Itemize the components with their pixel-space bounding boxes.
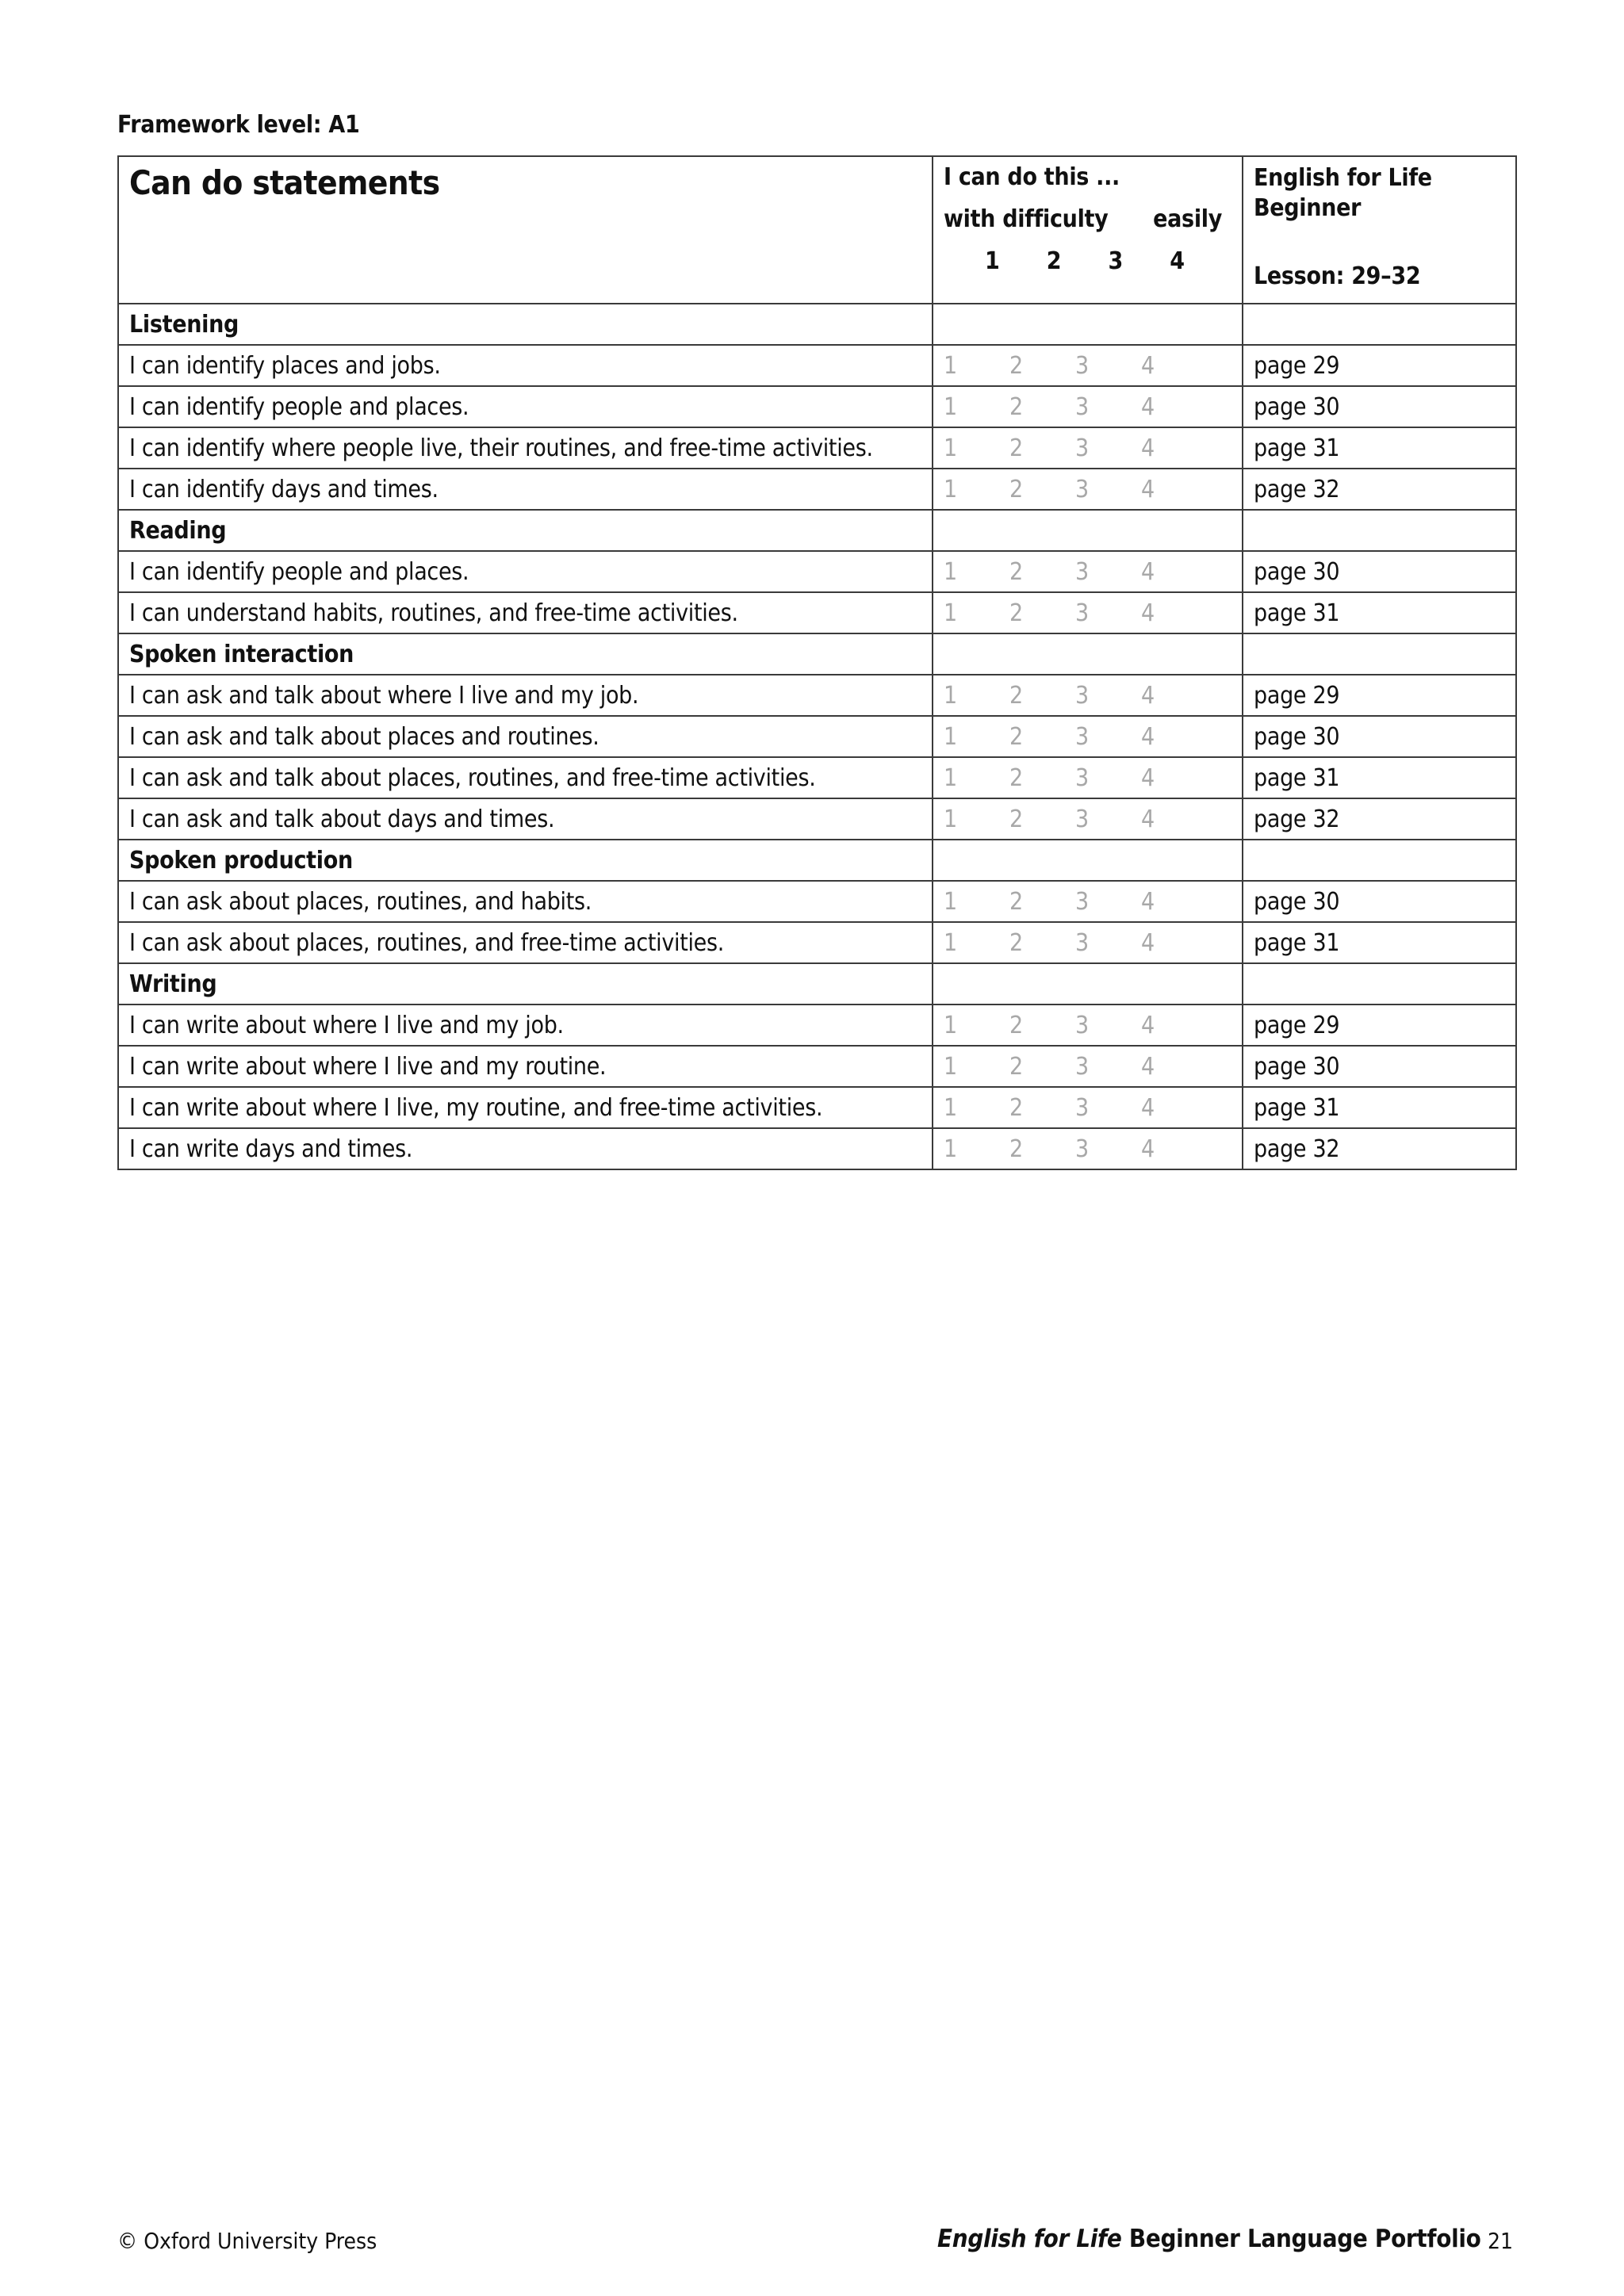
page-reference: page 30	[1243, 716, 1516, 757]
framework-level-label: Framework level: A1	[117, 111, 360, 139]
rating-options	[944, 1135, 1231, 1163]
rating-option-4[interactable]: 4	[1141, 475, 1155, 503]
rating-option-3[interactable]: 3	[1075, 475, 1089, 503]
rating-options	[944, 764, 1231, 792]
book-title	[937, 2225, 1480, 2253]
rating-option-2[interactable]: 2	[1009, 599, 1023, 627]
page-reference: page 29	[1243, 1004, 1516, 1046]
statement-row	[118, 757, 1516, 798]
rating-cell[interactable]	[933, 675, 1243, 716]
section-heading: Reading	[118, 510, 933, 551]
statement-text: I can ask and talk about where I live and my job.	[118, 675, 933, 716]
rating-option-3[interactable]: 3	[1075, 1135, 1089, 1163]
statement-text: I can write days and times.	[118, 1128, 933, 1169]
statement-row	[118, 592, 1516, 633]
rating-option-3[interactable]: 3	[1075, 434, 1089, 462]
rating-option-3[interactable]: 3	[1075, 557, 1089, 586]
rating-option-2[interactable]: 2	[1009, 805, 1023, 833]
rating-option-1[interactable]: 1	[944, 392, 957, 421]
rating-option-3[interactable]: 3	[1075, 887, 1089, 916]
rating-option-3[interactable]: 3	[1075, 351, 1089, 380]
page-reference	[1243, 963, 1516, 1004]
page-number: 21	[1488, 2228, 1514, 2254]
rating-option-1[interactable]: 1	[944, 763, 957, 792]
rating-cell[interactable]	[933, 1046, 1243, 1087]
statement-row	[118, 386, 1516, 427]
page-reference: page 29	[1243, 345, 1516, 386]
table-body	[118, 156, 1516, 1169]
section-row	[118, 304, 1516, 345]
statement-text: I can write about where I live and my routine.	[118, 1046, 933, 1087]
statement-row	[118, 469, 1516, 510]
rating-option-3[interactable]: 3	[1075, 1093, 1089, 1122]
rating-cell[interactable]	[933, 345, 1243, 386]
rating-option-4[interactable]: 4	[1141, 599, 1155, 627]
can-do-table	[117, 155, 1517, 1170]
rating-cell	[933, 633, 1243, 675]
page-reference: page 30	[1243, 881, 1516, 922]
rating-option-2[interactable]: 2	[1009, 681, 1023, 710]
section-row	[118, 963, 1516, 1004]
rating-high-label: easily	[1153, 205, 1222, 233]
page-reference: page 31	[1243, 922, 1516, 963]
page-reference: page 31	[1243, 427, 1516, 469]
statement-text: I can understand habits, routines, and free-time activities.	[118, 592, 933, 633]
statement-row	[118, 1128, 1516, 1169]
statement-text: I can ask and talk about places and routines.	[118, 716, 933, 757]
section-row	[118, 633, 1516, 675]
rating-options	[944, 929, 1231, 957]
page-reference: page 31	[1243, 757, 1516, 798]
rating-option-1[interactable]: 1	[944, 887, 957, 916]
rating-option-2[interactable]: 2	[1009, 557, 1023, 586]
rating-cell[interactable]	[933, 469, 1243, 510]
page-reference: page 30	[1243, 1046, 1516, 1087]
rating-cell[interactable]	[933, 881, 1243, 922]
page-reference	[1243, 840, 1516, 881]
rating-cell	[933, 840, 1243, 881]
rating-option-2[interactable]: 2	[1009, 887, 1023, 916]
rating-option-1[interactable]: 1	[944, 722, 957, 751]
rating-scale-4: 4	[1170, 247, 1185, 275]
rating-option-4[interactable]: 4	[1141, 763, 1155, 792]
rating-cell[interactable]	[933, 1128, 1243, 1169]
statement-text: I can ask and talk about days and times.	[118, 798, 933, 840]
rating-option-1[interactable]: 1	[944, 351, 957, 380]
statement-text: I can identify where people live, their routines, and free-time activities.	[118, 427, 933, 469]
rating-option-2[interactable]: 2	[1009, 1011, 1023, 1039]
rating-option-4[interactable]: 4	[1141, 1052, 1155, 1081]
table-title: Can do statements	[129, 163, 440, 202]
rating-option-1[interactable]: 1	[944, 1093, 957, 1122]
statement-text: I can ask about places, routines, and free-time activities.	[118, 922, 933, 963]
statement-text: I can identify people and places.	[118, 551, 933, 592]
rating-option-4[interactable]: 4	[1141, 1011, 1155, 1039]
rating-option-2[interactable]: 2	[1009, 475, 1023, 503]
rating-cell[interactable]	[933, 592, 1243, 633]
rating-cell[interactable]	[933, 386, 1243, 427]
rating-option-4[interactable]: 4	[1141, 392, 1155, 421]
rating-option-1[interactable]: 1	[944, 1011, 957, 1039]
rating-options	[944, 723, 1231, 751]
rating-cell[interactable]	[933, 1004, 1243, 1046]
statement-row	[118, 1004, 1516, 1046]
rating-title: I can do this ...	[944, 163, 1120, 191]
rating-option-3[interactable]: 3	[1075, 722, 1089, 751]
page-reference: page 32	[1243, 798, 1516, 840]
statement-row	[118, 798, 1516, 840]
statement-text: I can ask and talk about places, routines, and free-time activities.	[118, 757, 933, 798]
rating-cell[interactable]	[933, 1087, 1243, 1128]
rating-option-4[interactable]: 4	[1141, 805, 1155, 833]
statement-row	[118, 1087, 1516, 1128]
rating-option-2[interactable]: 2	[1009, 928, 1023, 957]
page-reference: page 30	[1243, 386, 1516, 427]
page-reference: page 31	[1243, 592, 1516, 633]
header-course-cell	[1243, 156, 1516, 304]
rating-option-4[interactable]: 4	[1141, 351, 1155, 380]
rating-option-1[interactable]: 1	[944, 434, 957, 462]
rating-cell	[933, 510, 1243, 551]
rating-cell[interactable]	[933, 922, 1243, 963]
rating-option-3[interactable]: 3	[1075, 1011, 1089, 1039]
rating-options	[944, 599, 1231, 627]
section-row	[118, 840, 1516, 881]
rating-option-2[interactable]: 2	[1009, 1093, 1023, 1122]
rating-options	[944, 1012, 1231, 1039]
statement-row	[118, 675, 1516, 716]
statement-row	[118, 716, 1516, 757]
header-rating-cell	[933, 156, 1243, 304]
copyright-text: © Oxford University Press	[117, 2228, 377, 2254]
rating-cell	[933, 304, 1243, 345]
statement-row	[118, 345, 1516, 386]
page-reference: page 30	[1243, 551, 1516, 592]
page-reference: page 32	[1243, 469, 1516, 510]
rating-cell[interactable]	[933, 716, 1243, 757]
rating-option-1[interactable]: 1	[944, 557, 957, 586]
rating-options	[944, 682, 1231, 710]
rating-option-1[interactable]: 1	[944, 681, 957, 710]
rating-option-2[interactable]: 2	[1009, 351, 1023, 380]
statement-row	[118, 1046, 1516, 1087]
statement-text: I can write about where I live, my routine, and free-time activities.	[118, 1087, 933, 1128]
lesson-range: Lesson: 29–32	[1254, 262, 1421, 290]
rating-cell[interactable]	[933, 757, 1243, 798]
rating-scale-2: 2	[1046, 247, 1062, 275]
rating-option-2[interactable]: 2	[1009, 392, 1023, 421]
statement-text: I can identify places and jobs.	[118, 345, 933, 386]
table-header-row	[118, 156, 1516, 304]
page-reference: page 32	[1243, 1128, 1516, 1169]
rating-options	[944, 1053, 1231, 1081]
rating-options	[944, 558, 1231, 586]
rating-option-2[interactable]: 2	[1009, 722, 1023, 751]
section-row	[118, 510, 1516, 551]
statement-text: I can identify days and times.	[118, 469, 933, 510]
rating-low-label: with difficulty	[944, 205, 1109, 233]
rating-cell[interactable]	[933, 551, 1243, 592]
rating-option-4[interactable]: 4	[1141, 434, 1155, 462]
statement-row	[118, 881, 1516, 922]
rating-options	[944, 352, 1231, 380]
rating-option-3[interactable]: 3	[1075, 805, 1089, 833]
rating-options	[944, 888, 1231, 916]
rating-cell[interactable]	[933, 427, 1243, 469]
rating-option-3[interactable]: 3	[1075, 928, 1089, 957]
header-statements-cell	[118, 156, 933, 304]
statement-row	[118, 427, 1516, 469]
rating-option-3[interactable]: 3	[1075, 681, 1089, 710]
book-title-italic: English for Life	[937, 2225, 1122, 2253]
rating-option-2[interactable]: 2	[1009, 1052, 1023, 1081]
rating-scale-numbers	[944, 247, 1231, 275]
rating-options	[944, 393, 1231, 421]
rating-option-4[interactable]: 4	[1141, 887, 1155, 916]
section-heading: Listening	[118, 304, 933, 345]
rating-option-3[interactable]: 3	[1075, 763, 1089, 792]
page-reference	[1243, 304, 1516, 345]
page-reference: page 29	[1243, 675, 1516, 716]
rating-option-4[interactable]: 4	[1141, 1135, 1155, 1163]
rating-option-4[interactable]: 4	[1141, 1093, 1155, 1122]
statement-text: I can write about where I live and my job.	[118, 1004, 933, 1046]
statement-text: I can identify people and places.	[118, 386, 933, 427]
statement-row	[118, 551, 1516, 592]
book-title-rest: Beginner Language Portfolio	[1121, 2225, 1481, 2253]
rating-options	[944, 806, 1231, 833]
rating-cell[interactable]	[933, 798, 1243, 840]
rating-options	[944, 434, 1231, 462]
rating-option-4[interactable]: 4	[1141, 928, 1155, 957]
rating-option-1[interactable]: 1	[944, 475, 957, 503]
course-level: Beginner	[1254, 194, 1362, 222]
rating-cell	[933, 963, 1243, 1004]
section-heading: Spoken interaction	[118, 633, 933, 675]
rating-option-1[interactable]: 1	[944, 1135, 957, 1163]
page-reference	[1243, 510, 1516, 551]
rating-option-1[interactable]: 1	[944, 928, 957, 957]
rating-options	[944, 1094, 1231, 1122]
section-heading: Writing	[118, 963, 933, 1004]
rating-option-2[interactable]: 2	[1009, 434, 1023, 462]
statement-row	[118, 922, 1516, 963]
statement-text: I can ask about places, routines, and habits.	[118, 881, 933, 922]
page-reference: page 31	[1243, 1087, 1516, 1128]
rating-option-1[interactable]: 1	[944, 805, 957, 833]
rating-option-1[interactable]: 1	[944, 1052, 957, 1081]
rating-option-3[interactable]: 3	[1075, 1052, 1089, 1081]
rating-option-4[interactable]: 4	[1141, 722, 1155, 751]
rating-scale-1: 1	[985, 247, 1000, 275]
rating-options	[944, 476, 1231, 503]
rating-option-3[interactable]: 3	[1075, 392, 1089, 421]
rating-option-4[interactable]: 4	[1141, 681, 1155, 710]
rating-option-2[interactable]: 2	[1009, 763, 1023, 792]
rating-option-3[interactable]: 3	[1075, 599, 1089, 627]
rating-option-4[interactable]: 4	[1141, 557, 1155, 586]
section-heading: Spoken production	[118, 840, 933, 881]
rating-scale-3: 3	[1108, 247, 1123, 275]
rating-option-2[interactable]: 2	[1009, 1135, 1023, 1163]
rating-option-1[interactable]: 1	[944, 599, 957, 627]
page-reference	[1243, 633, 1516, 675]
course-title: English for Life	[1254, 164, 1432, 192]
